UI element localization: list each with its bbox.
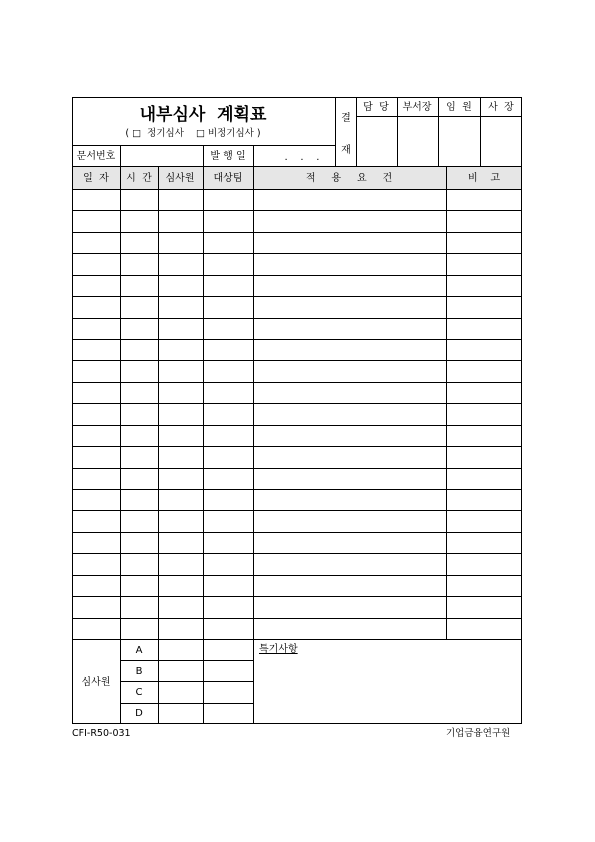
form-title: 내부심사 계획표 [139,105,267,125]
approval-col-label: 부서장 [402,102,432,113]
table-row-line [72,446,522,447]
audit-type-options: ( □ 정기심사 □ 비정기심사 ) [125,128,261,139]
approval-label-top: 결 [341,113,351,124]
issue-date-value: . . . [284,152,320,163]
auditor-row-line [120,703,253,704]
table-column-line [120,166,121,639]
approval-col-label: 임 원 [446,102,472,113]
auditor-section-label: 심사원 [81,677,111,688]
table-row-line [72,532,522,533]
auditor-row-a: A [135,645,143,656]
table-row-line [72,618,522,619]
auditor-row-c: C [135,687,143,698]
approval-label-bottom: 재 [341,145,351,156]
column-header-time: 시 간 [126,173,152,184]
table-row-line [72,425,522,426]
column-header-target-team: 대상팀 [213,173,243,184]
auditor-col-4 [253,639,254,724]
issue-date-label: 발 행 일 [210,151,246,162]
table-column-line [253,166,254,639]
approval-header-line [356,116,522,117]
issue-label-right [253,145,254,166]
approval-col-label: 사 장 [488,102,514,113]
table-row-line [72,360,522,361]
organization-name: 기업금융연구원 [446,728,511,739]
auditor-section-top [72,639,522,640]
special-notes-label: 특기사항 [259,644,298,655]
header-top-line [72,166,522,167]
approval-col-3 [480,97,481,166]
table-column-line [446,166,447,639]
docnum-divider [120,145,121,166]
table-row-line [72,553,522,554]
issue-label-left [203,145,204,166]
approval-col-1 [397,97,398,166]
auditor-row-line [120,681,253,682]
header-bottom-line [72,189,522,190]
approval-col-label: 담 당 [363,102,389,113]
table-row-line [72,510,522,511]
table-row-line [72,339,522,340]
approval-col-2 [438,97,439,166]
table-row-line [72,318,522,319]
table-row-line [72,575,522,576]
audit-plan-form [72,97,522,724]
column-header-requirements: 적 용 요 건 [305,173,393,184]
form-code: CFI-R50-031 [72,728,131,739]
table-row-line [72,296,522,297]
table-column-line [158,166,159,639]
auditor-row-d: D [135,708,143,719]
column-header-auditor: 심사원 [165,173,195,184]
column-header-date: 일 자 [83,173,109,184]
table-row-line [72,468,522,469]
header-divider [335,97,336,166]
doc-number-label: 문서번호 [76,151,116,162]
table-row-line [72,210,522,211]
table-row-line [72,489,522,490]
table-row-line [72,232,522,233]
table-row-line [72,382,522,383]
table-row-line [72,275,522,276]
table-row-line [72,253,522,254]
column-header-remarks: 비 고 [467,173,501,184]
auditor-row-line [120,660,253,661]
table-row-line [72,596,522,597]
table-column-line [203,166,204,639]
approval-label-divider [356,97,357,166]
table-row-line [72,403,522,404]
auditor-row-b: B [135,666,143,677]
